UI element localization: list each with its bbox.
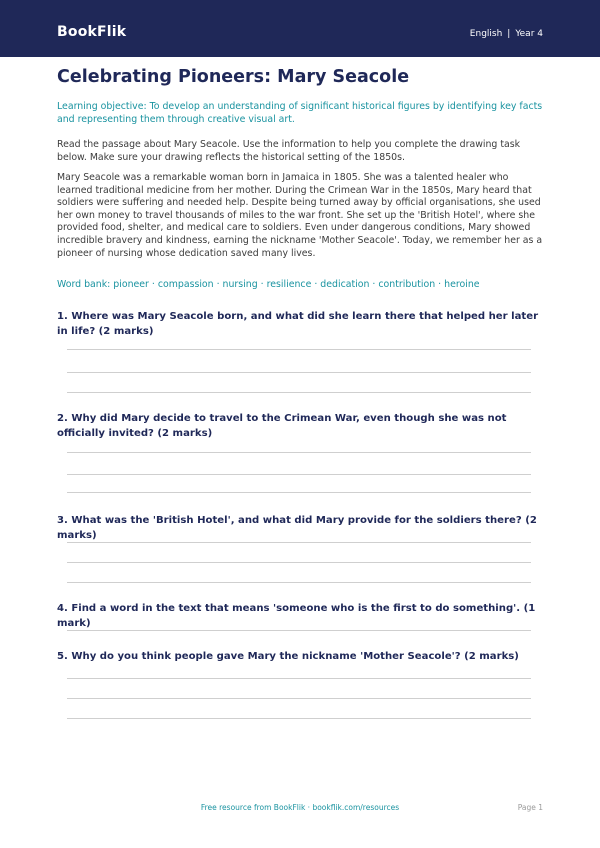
question-1: 1. Where was Mary Seacole born, and what did she learn there that helped her later in life? (2 marks) [57,311,539,337]
question-3: 3. What was the 'British Hotel', and what did Mary provide for the soldiers there? (2 marks) [57,515,537,541]
word-bank: Word bank: pioneer · compassion · nursing · resilience · dedication · contribution · heroine [57,279,480,290]
answer-line[interactable] [67,392,531,393]
subject-label: English [469,29,503,39]
answer-line[interactable] [67,630,531,631]
year-label: Year 4 [515,29,543,39]
brand-logo[interactable]: BookFlik [57,24,127,40]
page-title: Celebrating Pioneers: Mary Seacole [57,67,410,87]
header-bar [0,0,600,57]
answer-line[interactable] [67,372,531,373]
answer-line[interactable] [67,542,531,543]
answer-line[interactable] [67,492,531,493]
answer-line[interactable] [67,698,531,699]
answer-line[interactable] [67,718,531,719]
answer-line[interactable] [67,349,531,350]
answer-line[interactable] [67,474,531,475]
reading-passage: Mary Seacole was a remarkable woman born in Jamaica in 1805. She was a talented healer who learned traditional medicine from her mother. During the Crimean War in the 1850s, Mary heard that soldiers were suffering and needed help. Despite being turned away by official organisations, she used her own money to travel thousands of miles to the war front. She set up the 'British Hotel', where she provided food, shelter, and medical care to soldiers. Even under dangerous conditions, Mary showed incredible bravery and kindness, earning the nickname 'Mother Seacole'. Today, we remember her as a pioneer of nursing whose dedication saved many lives. [57,172,543,259]
instructions-text: Read the passage about Mary Seacole. Use the information to help you complete the drawing task below. Make sure your drawing reflects the historical setting of the 1850s. [57,139,521,163]
meta-separator: | [507,29,511,39]
footer-resource-link[interactable]: Free resource from BookFlik · bookflik.com/resources [200,803,400,812]
answer-line[interactable] [67,452,531,453]
answer-line[interactable] [67,582,531,583]
question-5: 5. Why do you think people gave Mary the nickname 'Mother Seacole'? (2 marks) [57,651,519,662]
question-4: 4. Find a word in the text that means 'someone who is the first to do something'. (1 mark) [57,603,536,629]
page-number: Page 1 [517,803,543,812]
answer-line[interactable] [67,678,531,679]
subject-year-label [470,28,543,40]
learning-objective: Learning objective: To develop an understanding of significant historical figures by identifying key facts and representing them through creative visual art. [57,101,543,125]
answer-line[interactable] [67,562,531,563]
question-2: 2. Why did Mary decide to travel to the Crimean War, even though she was not officially invited? (2 marks) [57,413,507,439]
